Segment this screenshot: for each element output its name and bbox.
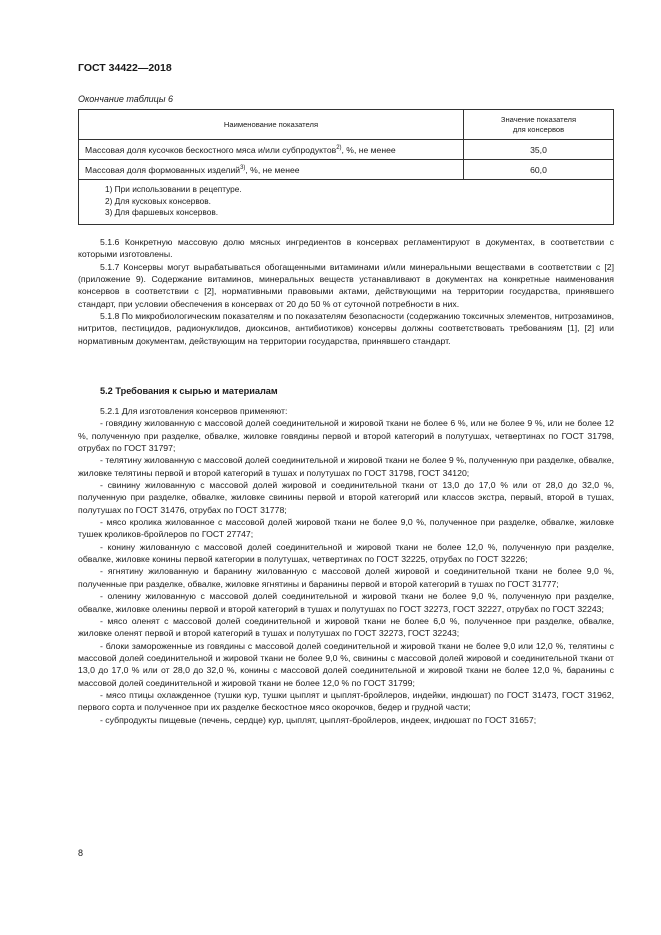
list-item: - конину жилованную с массовой долей соединительной и жировой ткани не более 12,0 %, полученную при разделке, обвалке, жиловке конины первой категории в полутушах, четвертинах по ГОСТ 32225, отрубах по ГОСТ 32226; <box>78 541 614 565</box>
header-indicator-name: Наименование показателя <box>79 110 464 140</box>
row-indicator-value: 35,0 <box>464 140 614 160</box>
table-note: 3) Для фаршевых консервов. <box>105 207 219 217</box>
clause-5-1-text <box>78 236 614 347</box>
list-item: - мясо кролика жилованное с массовой долей жировой ткани не более 9,0 %, полученное при разделке, обвалке, жиловке тушек кроликов-бройлеров по ГОСТ 27747; <box>78 517 614 540</box>
list-item: - свинину жилованную с массовой долей жировой и соединительной ткани от 13,0 до 17,0 % или от 28,0 до 32,0 %, полученную при разделке, обвалке, жиловке свинины первой и второй категорий или классов экстра, первый, второй в тушах, полутушах по ГОСТ 31476, отрубах по ГОСТ 31778; <box>78 480 614 515</box>
section-heading: 5.2 Требования к сырью и материалам <box>100 386 278 396</box>
table-note: 1) При использовании в рецептуре. <box>105 184 242 194</box>
table-header-row <box>79 110 614 140</box>
list-item: - мясо оленят с массовой долей соединительной и жировой ткани не более 6,0 %, полученное при разделке, обвалке, жиловке оленят первой и второй категорий в тушах и полутушах по ГОСТ 32273, ГОСТ 32243; <box>78 615 614 639</box>
indicators-table <box>78 109 614 225</box>
standard-title: ГОСТ 34422—2018 <box>78 62 172 74</box>
paragraph: 5.1.7 Консервы могут вырабатываться обогащенными витаминами и/или минеральными веществами в соответствии с [2] (приложение 9). Содержание витаминов, минеральных веществ устанавливают в документах на конкретные наименования консервов в соответствии с [2], нормативными правовыми актами, действующими на территории государства, принявшего стандарт, при условии обеспечения в консервах от 20 до 50 % от суточной потребности в них. <box>78 261 614 309</box>
footnote-ref: 2) <box>336 144 342 151</box>
list-item: - субпродукты пищевые (печень, сердце) кур, цыплят, цыплят-бройлеров, индеек, индюшат по ГОСТ 31657; <box>100 714 537 725</box>
footnote-ref: 3) <box>240 164 246 171</box>
row-name-text: Массовая доля формованных изделий <box>85 164 241 175</box>
paragraph: 5.1.8 По микробиологическим показателям и по показателям безопасности (содержанию токсичных элементов, нитрозаминов, нитритов, пестицидов, радионуклидов, диоксинов, антибиотиков) консервы должны соответствовать требованиям [1], [2] или нормативным документам, действующим на территории государства, принявшего стандарт. <box>78 311 614 346</box>
header-indicator-value <box>464 110 614 140</box>
table-row <box>79 160 614 180</box>
row-name-text: Массовая доля кусочков бескостного мяса и/или субпродуктов <box>85 144 337 155</box>
page-number: 8 <box>78 848 84 858</box>
list-item: - телятину жилованную с массовой долей соединительной и жировой ткани не более 9 %, полученную при разделке, обвалке, жиловке телятины первой и второй категорий в тушах и полутушах по ГОСТ 31798, ГОСТ 34120; <box>78 455 614 478</box>
table-notes-row <box>79 180 614 225</box>
list-item: - говядину жилованную с массовой долей соединительной и жировой ткани не более 6 %, или не более 9 %, или не более 12 %, полученную при разделке, обвалке, жиловке говядины первой и второй категорий в полутушах, четвертинах по ГОСТ 31798, отрубах по ГОСТ 31797; <box>78 418 614 454</box>
table-row <box>79 140 614 160</box>
table-caption: Окончание таблицы 6 <box>78 94 173 104</box>
table-note: 2) Для кусковых консервов. <box>105 195 211 206</box>
list-item: - блоки замороженные из говядины с массовой долей соединительной и жировой ткани не более 9,0 или 12,0 %, телятины с массовой долей соединительной и жировой ткани не более 9,0 %, свинины с массовой долей жировой и соединительной ткани от 13,0 до 17,0 % или от 28,0 до 32,0 %, конины с массовой долей соединительной и жировой ткани не более 12,0 %, баранины с массовой долей соединительной и жировой ткани не более 12,0 % по ГОСТ 31799; <box>78 640 614 688</box>
row-indicator-name <box>79 160 464 180</box>
list-item: - оленину жилованную с массовой долей соединительной и жировой ткани не более 9,0 %, полученную при разделке, обвалке, жиловке оленины первой и второй категорий в тушах и полутушах по ГОСТ 32273, ГОСТ 32227, отрубах по ГОСТ 32243; <box>78 591 614 614</box>
list-item: - ягнятину жилованную и баранину жилованную с массовой долей жировой и соединительной ткани не более 9,0 %, полученные при разделке, обвалке, жиловке ягнятины и баранины первой и второй категорий в тушах по ГОСТ 31777; <box>78 566 614 589</box>
row-indicator-value: 60,0 <box>464 160 614 180</box>
header-value-line2: для консервов <box>512 124 565 134</box>
paragraph: 5.1.6 Конкретную массовую долю мясных ингредиентов в консервах регламентируют в документах, в соответствии с которыми изготовлены. <box>78 237 614 260</box>
list-item: - мясо птицы охлажденное (тушки кур, тушки цыплят и цыплят-бройлеров, индейки, индюшат) по ГОСТ 31473, ГОСТ 31962, первого сорта и полученное при их разделке бескостное мясо окорочков, бедер и грудной части; <box>78 689 614 713</box>
row-indicator-name <box>79 140 464 160</box>
row-name-suffix: , %, не менее <box>341 144 396 155</box>
row-name-suffix: , %, не менее <box>245 164 300 175</box>
paragraph: 5.2.1 Для изготовления консервов применяют: <box>100 406 288 416</box>
table-notes <box>79 180 614 225</box>
clause-5-2-text <box>78 405 614 726</box>
header-value-line1: Значение показателя <box>500 114 577 124</box>
